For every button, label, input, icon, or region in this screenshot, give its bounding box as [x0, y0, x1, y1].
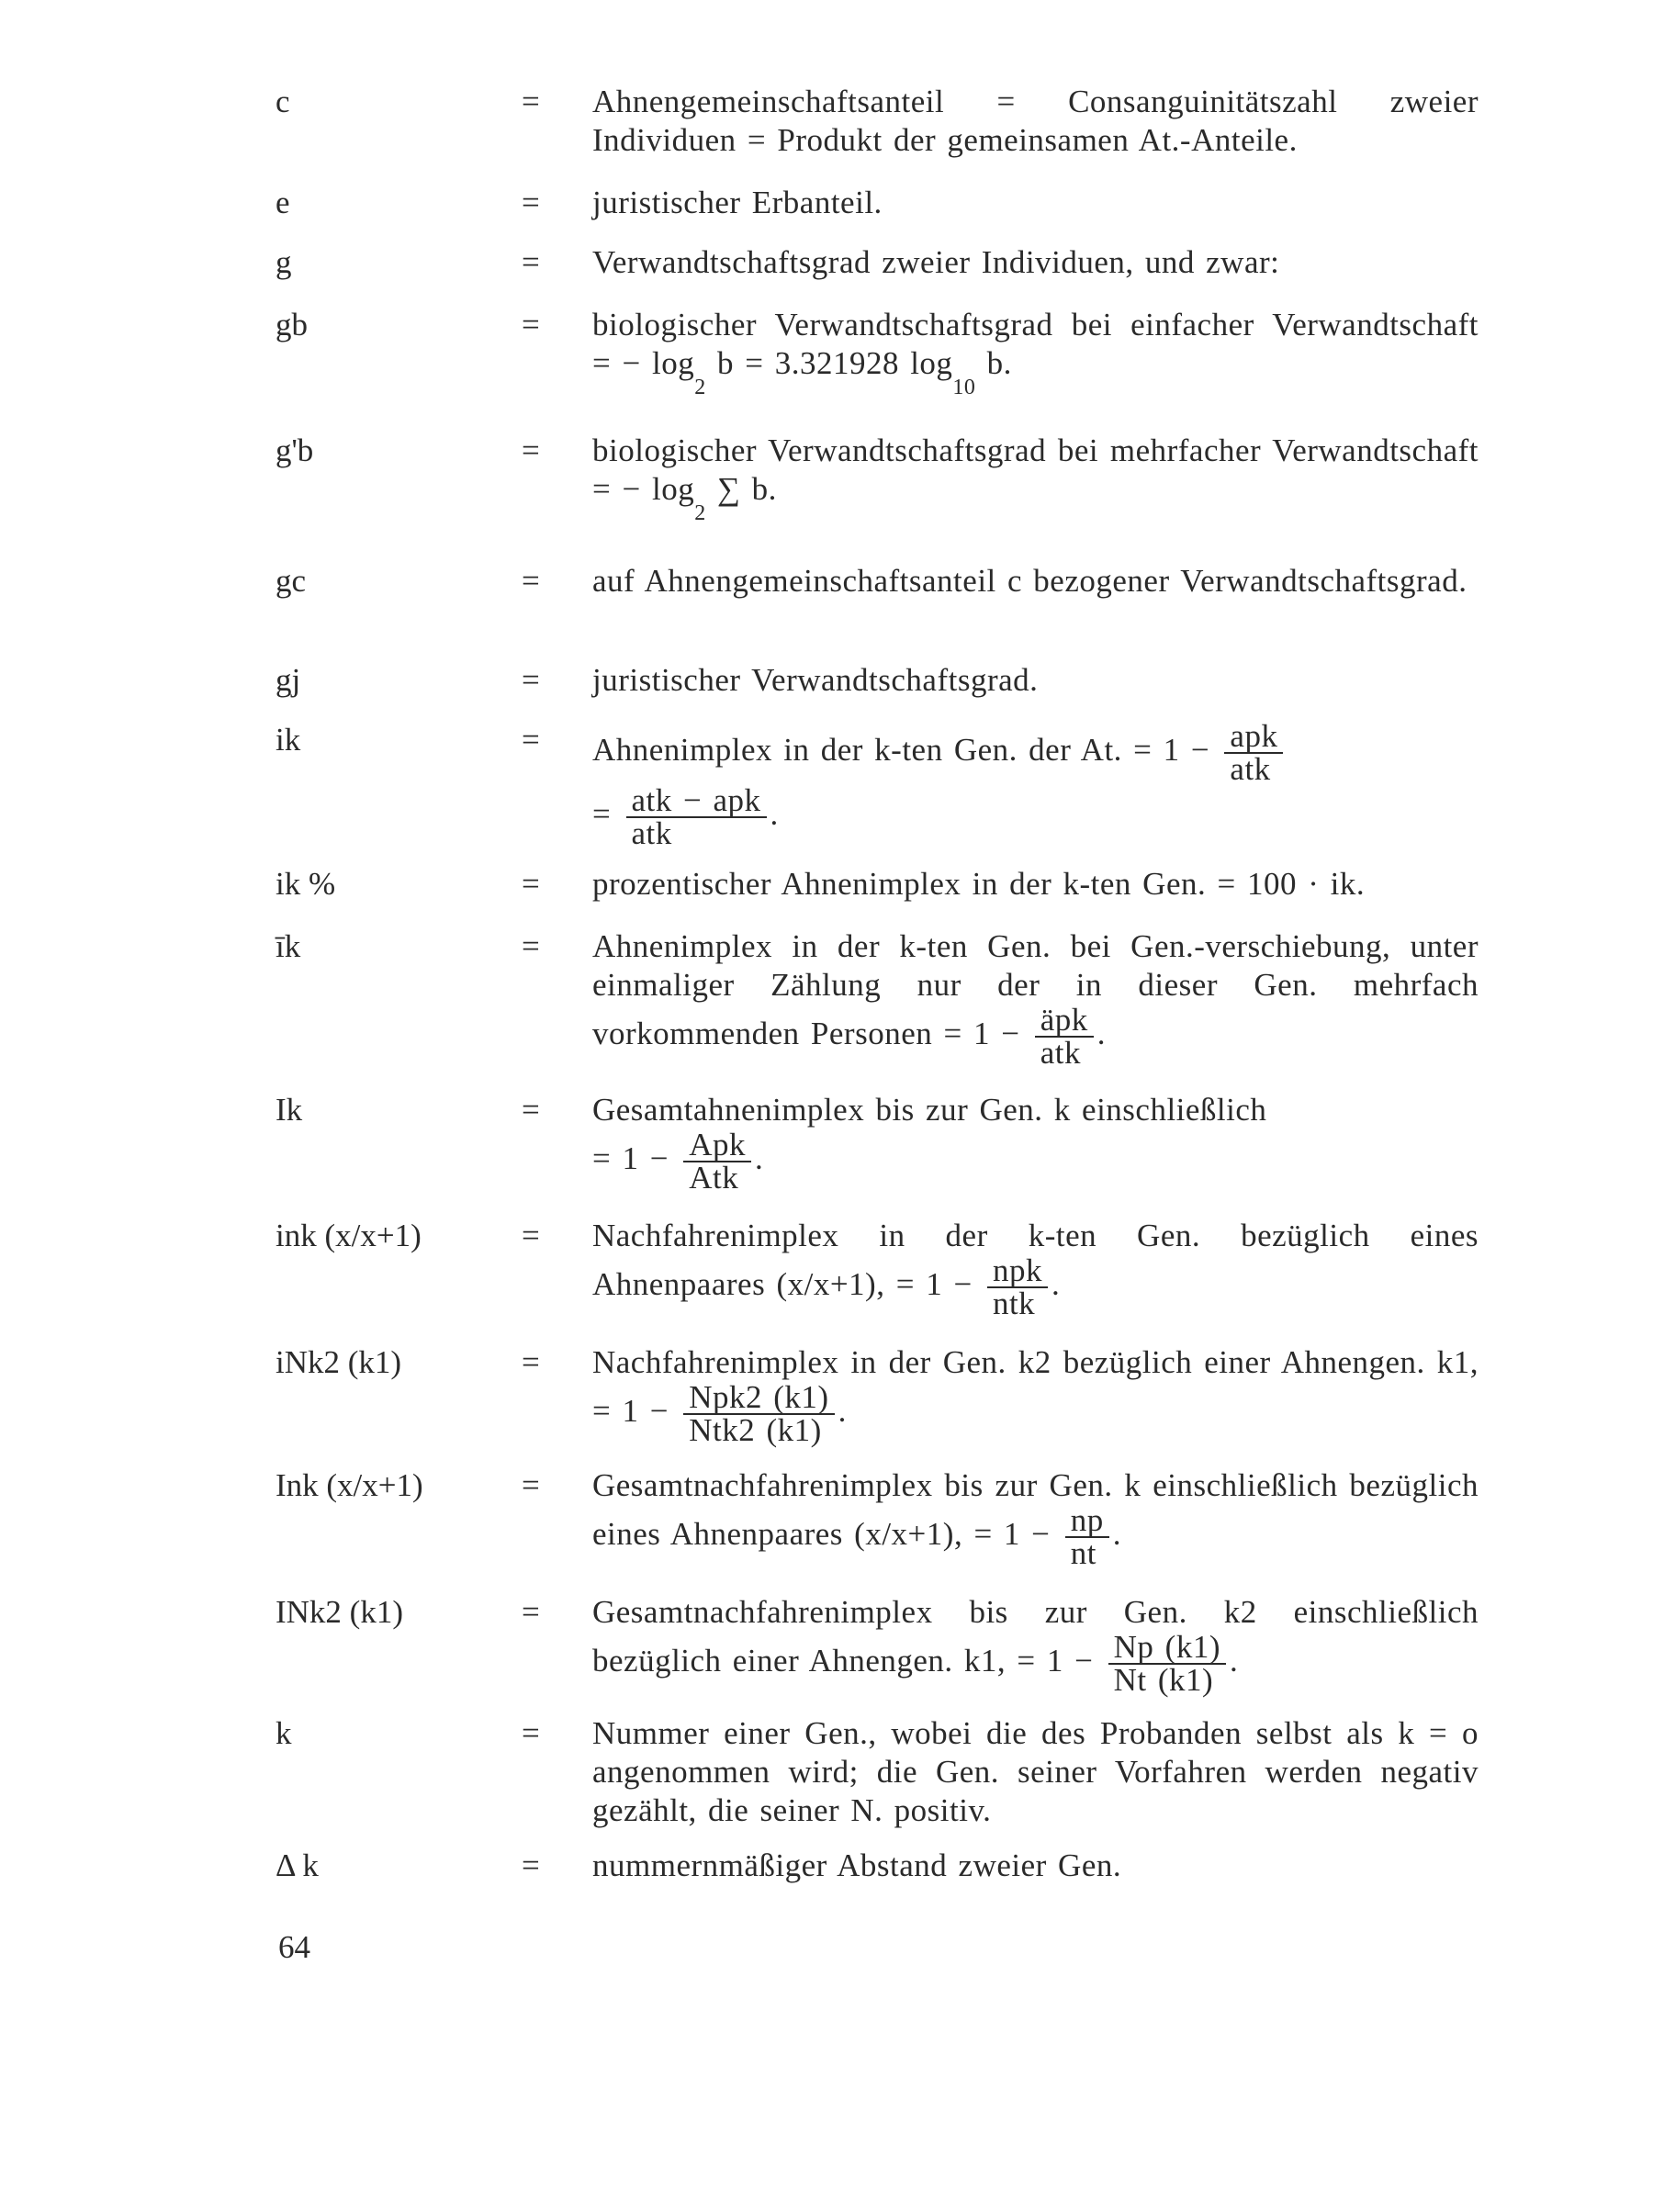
punctuation: .: [755, 1140, 764, 1177]
definition-text: biologischer Verwandtschaftsgrad bei mehrfacher Verwandtschaft = − log: [592, 432, 1479, 507]
entry-c: [276, 83, 1479, 160]
definition: [592, 927, 1479, 1069]
equals-sign: =: [522, 1715, 540, 1751]
fraction: [1224, 718, 1283, 787]
term: Ink (x/x+1): [276, 1467, 423, 1503]
definition-text: b.: [975, 345, 1012, 381]
term: INk2 (k1): [276, 1594, 403, 1630]
equals-sign: =: [522, 563, 540, 599]
entry-Ink: [276, 1466, 1479, 1569]
equals-sign: =: [522, 1847, 540, 1883]
punctuation: .: [838, 1393, 847, 1430]
equals-sign: =: [522, 432, 540, 468]
numerator: apk: [1224, 721, 1283, 754]
term: k: [276, 1715, 292, 1751]
definition: juristischer Erbanteil.: [592, 185, 883, 220]
denominator: Ntk2 (k1): [689, 1412, 822, 1448]
equals-sign: =: [522, 1467, 540, 1503]
equals-sign: =: [522, 1092, 540, 1128]
denominator: Nt (k1): [1113, 1662, 1214, 1698]
numerator: np: [1065, 1505, 1109, 1538]
definition: Verwandtschaftsgrad zweier Individuen, und zwar:: [592, 244, 1280, 280]
punctuation: .: [770, 796, 779, 833]
definition: Ahnengemeinschaftsanteil = Consanguinitätszahl zweier Individuen = Produkt der gemeinsamen At.-Anteile.: [592, 84, 1479, 158]
numerator: atk − apk: [626, 785, 767, 818]
term: c: [276, 84, 290, 119]
denominator: atk: [1230, 751, 1271, 787]
equals-sign: =: [522, 866, 540, 902]
definition: nummernmäßiger Abstand zweier Gen.: [592, 1847, 1122, 1883]
definition: [592, 306, 1479, 399]
fraction: [683, 1379, 834, 1448]
entry-g-prime-b: [276, 432, 1479, 525]
denominator: atk: [1040, 1035, 1081, 1071]
entry-ik-bar: [276, 927, 1479, 1069]
denominator: atk: [631, 815, 672, 851]
fraction: [626, 782, 767, 851]
definition-text: = 1 −: [592, 1140, 669, 1177]
fraction: [987, 1252, 1048, 1321]
log-base: 2: [694, 376, 706, 399]
punctuation: .: [1096, 1016, 1107, 1052]
entry-delta-k: [276, 1847, 1479, 1885]
definition-text: Nachfahrenimplex in der Gen. k2 bezüglich einer Ahnengen. k1, = 1 −: [592, 1344, 1479, 1430]
equals-sign: =: [522, 307, 540, 342]
entry-Ik: [276, 1091, 1479, 1194]
definition-text: Gesamtahnenimplex bis zur Gen. k einschließlich: [592, 1092, 1267, 1128]
equals-sign: =: [522, 1218, 540, 1253]
log-base: 2: [694, 501, 706, 525]
term: gb: [276, 307, 308, 342]
numerator: äpk: [1035, 1005, 1094, 1038]
entry-gj: [276, 661, 1479, 700]
punctuation: .: [1051, 1266, 1061, 1303]
term: g: [276, 244, 292, 280]
definition: [592, 1217, 1479, 1319]
term: gj: [276, 662, 301, 698]
fraction: [1065, 1502, 1109, 1571]
definition: [592, 1593, 1479, 1696]
denominator: nt: [1070, 1535, 1096, 1571]
definition: [592, 432, 1479, 525]
definition: auf Ahnengemeinschaftsanteil c bezogener Verwandtschaftsgrad.: [592, 563, 1467, 599]
entry-INk2: [276, 1593, 1479, 1696]
term: ink (x/x+1): [276, 1218, 422, 1253]
denominator: Atk: [689, 1160, 739, 1196]
term: Δ k: [276, 1847, 319, 1883]
equals-sign: =: [522, 722, 540, 758]
entry-ik: [276, 718, 1479, 851]
numerator: npk: [987, 1255, 1048, 1288]
definition: [592, 1343, 1479, 1446]
denominator: ntk: [992, 1286, 1036, 1321]
definition-text: biologischer Verwandtschaftsgrad bei einfacher Verwandtschaft = − log: [592, 307, 1479, 381]
equals-sign: =: [522, 1344, 540, 1380]
entry-iNk2: [276, 1343, 1479, 1446]
numerator: Npk2 (k1): [683, 1382, 834, 1415]
entry-gc: [276, 562, 1479, 601]
definition-text: =: [592, 796, 612, 833]
definition-text: Gesamtnachfahrenimplex bis zur Gen. k2 einschließlich bezüglich einer Ahnengen. k1, = 1 −: [592, 1594, 1479, 1679]
entry-ink: [276, 1217, 1479, 1319]
equals-sign: =: [522, 84, 540, 119]
punctuation: .: [1230, 1643, 1239, 1679]
equals-sign: =: [522, 928, 540, 964]
term: īk: [276, 928, 301, 964]
definition-text: Ahnenimplex in der k-ten Gen. der At. = 1 −: [592, 732, 1210, 769]
entry-e: [276, 184, 1479, 222]
definition-text: ∑ b.: [705, 471, 777, 507]
numerator: Apk: [683, 1129, 751, 1162]
fraction: [1035, 1002, 1094, 1071]
equals-sign: =: [522, 185, 540, 220]
definition: juristischer Verwandtschaftsgrad.: [592, 662, 1039, 698]
term: iNk2 (k1): [276, 1344, 402, 1380]
equals-sign: =: [522, 1594, 540, 1630]
definition-text: Gesamtnachfahrenimplex bis zur Gen. k einschließlich bezüglich eines Ahnenpaares (x/x+1), = 1 −: [592, 1467, 1479, 1553]
entry-k: [276, 1714, 1479, 1830]
definition-text: Ahnenimplex in der k-ten Gen. bei Gen.-verschiebung, unter einmaliger Zählung nur der in dieser Gen. mehrfach vorkommenden Personen = 1 −: [592, 928, 1479, 1052]
equals-sign: =: [522, 662, 540, 698]
definition: [592, 1466, 1479, 1569]
equals-sign: =: [522, 244, 540, 280]
definition: Nummer einer Gen., wobei die des Probanden selbst als k = o angenommen wird; die Gen. seiner Vorfahren werden negativ gezählt, die seiner N. positiv.: [592, 1715, 1479, 1828]
term: g'b: [276, 432, 314, 468]
term: ik: [276, 722, 301, 758]
numerator: Np (k1): [1108, 1632, 1226, 1665]
term: gc: [276, 563, 307, 599]
definition: [592, 718, 1479, 851]
entry-ik-percent: [276, 865, 1479, 904]
definition-text: b = 3.321928 log: [705, 345, 953, 381]
punctuation: .: [1112, 1516, 1121, 1553]
fraction: [683, 1129, 751, 1194]
definition: [592, 1091, 1479, 1194]
term: ik %: [276, 866, 336, 902]
term: Ik: [276, 1092, 303, 1128]
term: e: [276, 185, 290, 220]
fraction: [1108, 1629, 1226, 1698]
page-number: 64: [278, 1929, 310, 1965]
entry-g: [276, 243, 1479, 282]
entry-gb: [276, 306, 1479, 399]
definition: prozentischer Ahnenimplex in der k-ten Gen. = 100 · ik.: [592, 866, 1366, 902]
definition-text: Nachfahrenimplex in der k-ten Gen. bezüglich eines Ahnenpaares (x/x+1), = 1 −: [592, 1218, 1479, 1303]
log-base: 10: [952, 376, 976, 399]
